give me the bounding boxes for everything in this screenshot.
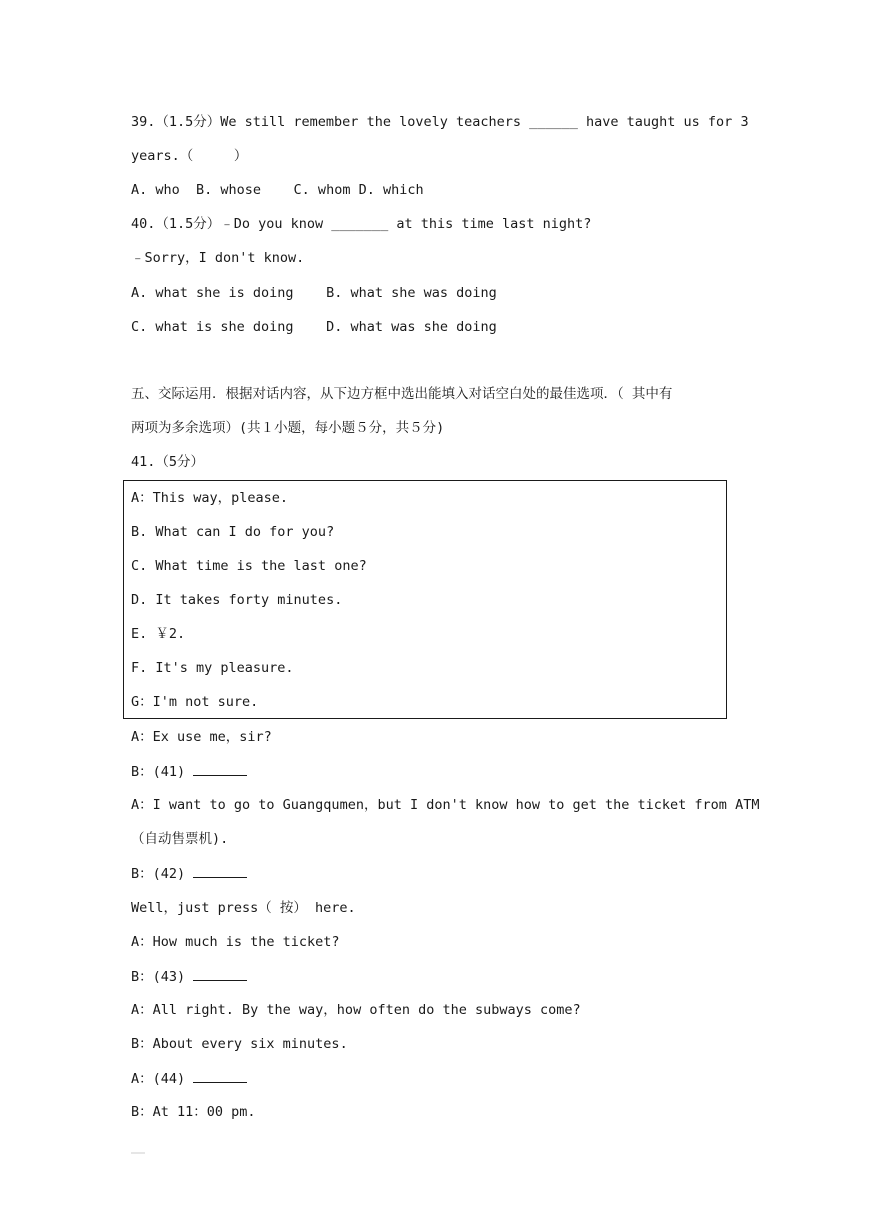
q40-stem-line1: 40.（1.5分）﹣Do you know _______ at this time last night? bbox=[131, 216, 592, 232]
answer-blank-42[interactable] bbox=[193, 863, 247, 878]
dialogue-speaker-43: B：(43) bbox=[131, 969, 194, 985]
answer-blank-44[interactable] bbox=[193, 1068, 247, 1083]
box-option-b: B. What can I do for you? bbox=[131, 524, 335, 540]
answer-blank-41[interactable] bbox=[193, 761, 247, 776]
box-option-c: C. What time is the last one? bbox=[131, 558, 367, 574]
dialogue-line-8: A：All right. By the way，how often do the subways come? bbox=[131, 1002, 581, 1018]
q40-options-row1: A. what she is doing B. what she was doing bbox=[131, 285, 497, 301]
q40-stem-line2: ﹣Sorry，I don't know. bbox=[131, 250, 305, 266]
dialogue-line-2 bbox=[131, 761, 247, 782]
dialogue-line-3b: （自动售票机). bbox=[131, 831, 229, 847]
box-option-d: D. It takes forty minutes. bbox=[131, 592, 343, 608]
dialogue-line-11: B：At 11：00 pm. bbox=[131, 1104, 256, 1120]
q39-stem-line2: years.（ ） bbox=[131, 148, 248, 164]
box-option-f: F. It's my pleasure. bbox=[131, 660, 294, 676]
box-option-e: E. ￥2. bbox=[131, 626, 186, 642]
answer-blank-43[interactable] bbox=[193, 966, 247, 981]
dialogue-line-7 bbox=[131, 966, 247, 987]
box-option-a: A：This way，please. bbox=[131, 490, 289, 506]
dialogue-speaker-41: B：(41) bbox=[131, 764, 194, 780]
section5-heading-line1: 五、交际运用．根据对话内容，从下边方框中选出能填入对话空白处的最佳选项．（ 其中有 bbox=[131, 386, 673, 402]
dialogue-line-5: Well，just press（ 按） here. bbox=[131, 900, 356, 916]
q39-stem-line1: 39.（1.5分）We still remember the lovely teachers ______ have taught us for 3 bbox=[131, 114, 749, 130]
q41-label: 41.（5分） bbox=[131, 454, 205, 470]
section5-heading-line2: 两项为多余选项）(共１小题，每小题５分，共５分) bbox=[131, 420, 445, 436]
dialogue-line-1: A：Ex use me，sir? bbox=[131, 729, 272, 745]
dialogue-line-4 bbox=[131, 863, 247, 884]
dialogue-speaker-44: A：(44) bbox=[131, 1071, 194, 1087]
q40-options-row2: C. what is she doing D. what was she doing bbox=[131, 319, 497, 335]
dialogue-line-6: A：How much is the ticket? bbox=[131, 934, 340, 950]
page-footer-mark bbox=[131, 1152, 145, 1154]
dialogue-line-9: B：About every six minutes. bbox=[131, 1036, 348, 1052]
box-option-g: G：I'm not sure. bbox=[131, 694, 259, 710]
dialogue-line-10 bbox=[131, 1068, 247, 1089]
q39-options: A. who B. whose C. whom D. which bbox=[131, 182, 424, 198]
dialogue-line-3a: A：I want to go to Guangqumen，but I don't know how to get the ticket from ATM bbox=[131, 797, 760, 813]
dialogue-speaker-42: B：(42) bbox=[131, 866, 194, 882]
